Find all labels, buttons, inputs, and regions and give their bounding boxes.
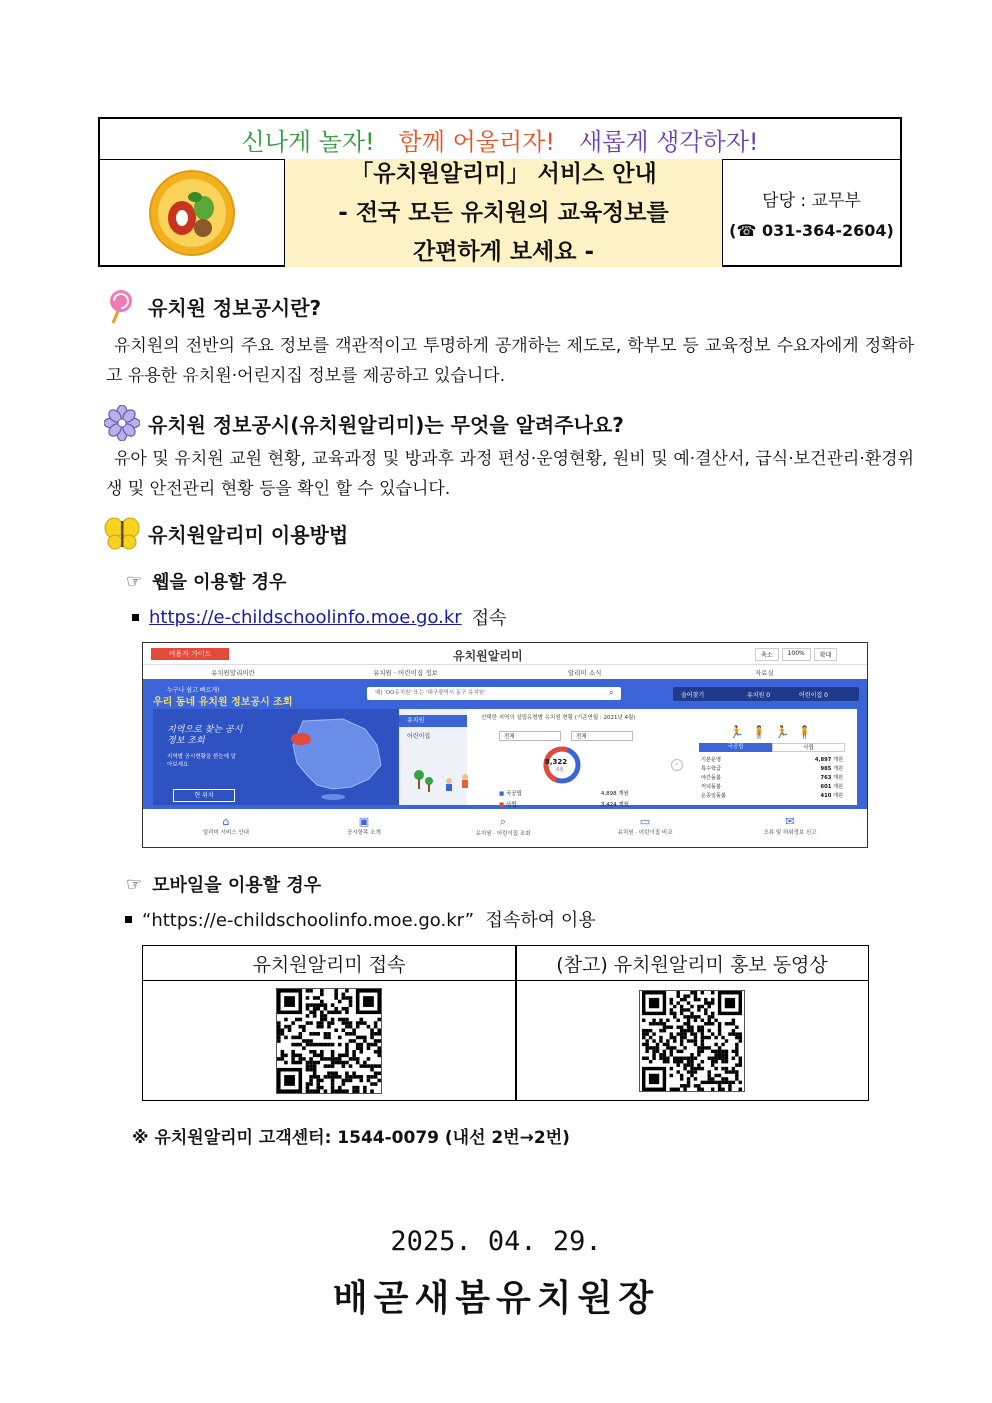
square-bullet-icon [132,614,139,621]
hero-banner [143,679,867,809]
slogan-think: 새롭게 생각하자! [578,127,759,156]
nav-info[interactable]: 유치원 · 어린이집 정보 [373,669,438,677]
lollipop-icon [104,288,140,324]
service-row-unit: 개원 [832,766,843,772]
current-location-button[interactable]: 현 위치 [173,789,235,802]
school-logo [100,159,285,267]
site-logo[interactable]: 유치원알리미 [453,649,523,663]
service-row [701,756,843,765]
web-subtitle [126,568,286,594]
type-tabs [699,743,845,752]
kinder-count: 유치원 0 [747,692,771,699]
section2-body: 유아 및 유치원 교원 현황, 교육과정 및 방과후 과정 편성·운영현황, 원비 및 예·결산서, 급식·보건관리·환경위생 및 안전관리 현황 등을 확인 할 수 있습니다. [106,449,914,499]
house-icon: ⌂ [222,815,230,828]
square-bullet-icon [125,916,132,923]
region-select-1[interactable]: 전체 [499,731,561,741]
qr-cell-video [516,981,868,1100]
helpdesk-note: ※ 유치원알리미 고객센터: 1544-0079 (내선 2번→2번) [132,1128,570,1148]
web-subtitle-text: 웹을 이용할 경우 [152,572,287,593]
menu-compare-label: 유치원 · 어린이집 비교 [617,830,673,836]
legend-private-swatch-icon: ■ [499,802,505,808]
section1-body: 유치원의 전반의 주요 정보를 객관적이고 투명하게 공개하는 제도로, 학부모 등 교육정보 수요자에게 정확하고 유용한 유치원·어린지집 정보를 제공하고 있습니다. [106,336,914,386]
qr-table [142,945,869,1101]
title-line-2: - 전국 모든 유치원의 교육정보를 [338,199,669,226]
section3-title-text: 유치원알리미 이용방법 [148,522,349,547]
type-tab-public[interactable]: 국공립 [699,743,772,752]
pointing-hand-icon: ☞ [126,873,143,895]
pointing-hand-icon: ☞ [126,570,143,592]
title-line-3: 간편하게 보세요 - [412,238,595,265]
menu-report[interactable] [735,815,845,836]
service-row-unit: 개원 [832,775,843,781]
menu-service-guide-label: 알리미 서비스 안내 [202,830,249,836]
people-figures-icon: 🏃 🧍 🏃 🧍 [729,725,815,739]
flower-icon [104,405,140,441]
qr-code-access-icon[interactable] [276,988,382,1094]
find-button[interactable]: 솔어찾기 [681,692,705,699]
zoom-out-button[interactable]: 축소 [755,648,779,661]
user-guide-button[interactable]: 이용자 가이드 [151,648,229,660]
menu-report-label: 오류 및 허위정보 신고 [763,830,817,836]
web-url-suffix: 접속 [471,608,507,629]
tab-kindergarten[interactable]: 유치원 [399,715,467,727]
section3-title [104,515,348,551]
website-screenshot [142,642,868,848]
site-search-input[interactable]: 예) 'OO유치원' 또는 '대구광역시 동구 유치원' [367,687,621,700]
region-select-2[interactable]: 전체 [571,731,633,741]
service-row [701,774,843,783]
menu-search[interactable] [453,815,553,837]
menu-search-label: 유치원 · 어린이집 조회 [475,831,531,837]
search-icon[interactable]: ⌕ [609,688,614,697]
service-row-value: 601 [820,784,832,790]
donut-total-unit: 개원 [555,768,564,773]
nav-news[interactable]: 알리미 소식 [568,669,602,677]
service-row-label: 저녁돌봄 [701,784,722,790]
slogan-play: 신나게 놀자! [241,127,375,156]
menu-items-intro-label: 공시항목 소개 [347,830,381,836]
legend-public-unit: 개원 [618,791,629,797]
mobile-subtitle [126,871,321,897]
stats-panel [399,709,857,808]
mobile-url-line [125,906,596,932]
legend-private-label: 사립 [505,802,517,808]
web-url-line [132,604,507,630]
mobile-url-text: “https://e-childschoolinfo.moe.go.kr” 접속하여 이용 [142,910,596,931]
issue-date: 2025. 04. 29. [390,1226,602,1257]
service-row-value: 410 [820,793,832,799]
banner-small-text: 누구나 쉽고 빠르게! [167,687,220,694]
menu-compare[interactable] [595,815,695,836]
banner-big-text: 우리 동네 유치원 정보공시 조회 [153,697,293,708]
service-row [701,783,843,792]
korea-map-icon[interactable] [273,715,391,801]
service-row-unit: 개원 [832,793,843,799]
menu-service-guide[interactable] [191,815,261,836]
section1-title [104,288,321,324]
mobile-subtitle-text: 모바일을 이용할 경우 [152,875,322,896]
web-url-link[interactable]: https://e-childschoolinfo.moe.go.kr [149,606,462,628]
contact-person: 담당 : 교무부 [762,191,861,211]
map-subtitle: 지역별 공시현황을 한눈에 알아보세요 [167,754,237,768]
service-row-label: 기본운영 [701,757,722,763]
service-row-unit: 개원 [832,757,843,763]
service-row-value: 763 [820,775,832,781]
contact-box [723,159,900,267]
butterfly-icon [104,515,140,551]
service-row-value: 985 [820,766,832,772]
notice-title [285,159,723,267]
service-row-unit: 개원 [832,784,843,790]
section2-title [104,405,624,441]
slogan-together: 함께 어울리자! [398,127,555,156]
legend-public-value: 4,898 [600,791,617,797]
legend-public-swatch-icon: ■ [499,791,505,797]
service-row-label: 온종일돌봄 [701,793,727,799]
contact-phone: (☎ 031-364-2604) [729,221,894,240]
section1-title-text: 유치원 정보공시란? [148,295,322,320]
map-title: 지역으로 찾는 공시정보 조회 [167,725,243,746]
children-illustration [409,755,481,799]
service-rows [701,756,843,801]
board-icon: ▣ [358,815,370,828]
service-row-label: 특수학급 [701,766,722,772]
zoom-controls [755,648,837,661]
next-arrow-icon[interactable]: › [671,759,683,771]
service-row [701,765,843,774]
service-row [701,792,843,801]
magnifier-icon: ⌕ [499,815,507,828]
section2-title-text: 유치원 정보공시(유치원알리미)는 무엇을 알려주나요? [148,412,624,437]
stats-title: 선택한 지역의 설립유형별 유치원 현황 (기준연월 : 2021년 4월) [481,715,636,721]
bottom-menu [143,815,867,847]
legend-private-value: 3,424 [600,802,617,808]
zoom-level: 100% [782,648,811,661]
nav-about[interactable]: 유치원알리미란 [211,669,255,677]
tab-daycare[interactable]: 어린이집 [407,733,431,740]
daycare-count: 어린이집 0 [799,692,828,699]
header-table [98,117,902,267]
envelope-icon: ✉ [785,815,795,828]
qr-cell-access [143,981,515,1100]
legend-private [499,800,629,808]
type-tab-private[interactable]: 사립 [772,743,845,752]
qr-header-video: (참고) 유치원알리미 홍보 동영상 [516,946,868,981]
site-nav [143,664,867,680]
legend-private-unit: 개원 [618,802,629,808]
menu-items-intro[interactable] [329,815,399,836]
title-line-1: 「유치원알리미」 서비스 안내 [350,160,657,187]
legend-public-label: 국공립 [505,791,522,797]
qr-code-video-icon[interactable] [639,990,745,1092]
nav-resources[interactable]: 자료실 [755,669,774,677]
kids-illustration-icon [409,755,481,795]
zoom-in-button[interactable]: 확대 [814,648,838,661]
service-row-value: 4,897 [814,757,832,763]
legend [499,789,629,808]
service-row-label: 야간돌봄 [701,775,722,781]
find-bar [673,687,859,701]
qr-header-access: 유치원알리미 접속 [143,946,515,981]
legend-public [499,789,629,797]
map-panel [153,709,399,805]
monitor-icon: ▭ [639,815,651,828]
school-seal-icon [149,170,235,256]
principal-signature: 배곧새봄유치원장 [332,1277,660,1319]
donut-total: 8,322 [545,758,568,766]
